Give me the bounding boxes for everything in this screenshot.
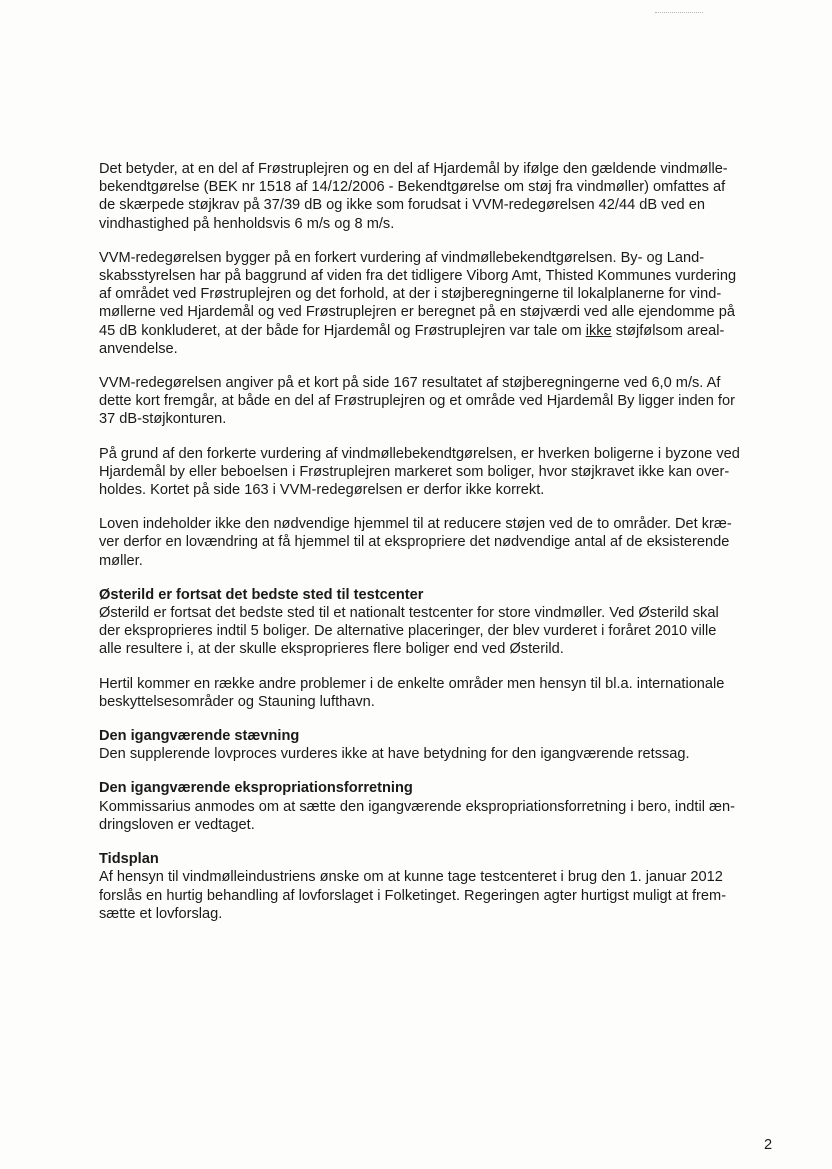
text-line: de skærpede støjkrav på 37/39 dB og ikke som forudsat i VVM-redegørelsen 42/44 dB ved en — [99, 197, 705, 214]
text-line: dette kort fremgår, at både en del af Frøstruplejren og et område ved Hjardemål By ligger inden for — [99, 393, 735, 410]
text-line: der eksproprieres indtil 5 boliger. De alternative placeringer, der blev vurderet i foråret 2010 ville — [99, 623, 717, 640]
text-line: VVM-redegørelsen angiver på et kort på side 167 resultatet af støjberegningerne ved 6,0 m/s. Af — [99, 375, 721, 392]
text-fragment: støjfølsom areal- — [611, 322, 725, 339]
paragraph-law-amendment — [99, 515, 779, 570]
text-line: bekendtgørelse (BEK nr 1518 af 14/12/2006 - Bekendtgørelse om støj fra vindmøller) omfattes af — [99, 179, 726, 196]
section-osterild — [99, 586, 779, 659]
paragraph-incorrect-map — [99, 445, 779, 500]
text-line: På grund af den forkerte vurdering af vindmøllebekendtgørelsen, er hverken boligerne i byzone ved — [99, 445, 740, 462]
text-line: vindhastighed på henholdsvis 6 m/s og 8 m/s. — [99, 215, 395, 232]
paragraph-other-problems — [99, 675, 779, 711]
text-line: møllerne ved Hjardemål og ved Frøstruplejren er beregnet på en støjværdi ved alle ejendomme på — [99, 304, 735, 321]
text-line: møller. — [99, 552, 143, 569]
paragraph-map-page-167 — [99, 374, 779, 429]
section-tidsplan — [99, 850, 779, 923]
text-line: Kommissarius anmodes om at sætte den igangværende ekspropriationsforretning i bero, indtil æn- — [99, 798, 735, 815]
page-number: 2 — [764, 1137, 773, 1153]
section-heading: Østerild er fortsat det bedste sted til testcenter — [99, 586, 424, 603]
text-line: ver derfor en lovændring at få hjemmel til at ekspropriere det nødvendige antal af de eksisterende — [99, 534, 730, 551]
text-line: Hjardemål by eller beboelsen i Frøstruplejren markeret som boliger, hvor støjkravet ikke kan over- — [99, 463, 730, 480]
text-line: forslås en hurtig behandling af lovforslaget i Folketinget. Regeringen agter hurtigst muligt at frem- — [99, 887, 727, 904]
section-heading: Tidsplan — [99, 851, 159, 868]
paragraph-noise-requirements — [99, 160, 779, 233]
text-line: anvendelse. — [99, 340, 178, 357]
scan-artifact — [655, 12, 703, 14]
text-line: dringsloven er vedtaget. — [99, 816, 255, 833]
text-line: Østerild er fortsat det bedste sted til et nationalt testcenter for store vindmøller. Ved Østerild skal — [99, 605, 719, 622]
text-line — [99, 322, 779, 340]
text-line: Det betyder, at en del af Frøstruplejren og en del af Hjardemål by ifølge den gældende vindmølle- — [99, 161, 728, 177]
section-heading: Den igangværende ekspropriationsforretning — [99, 780, 413, 797]
text-line: skabsstyrelsen har på baggrund af viden fra det tidligere Viborg Amt, Thisted Kommunes vurdering — [99, 268, 737, 285]
text-line: Loven indeholder ikke den nødvendige hjemmel til at reducere støjen ved de to områder. Det kræ- — [99, 516, 732, 533]
section-ekspropriation — [99, 779, 779, 834]
text-line: Hertil kommer en række andre problemer i de enkelte områder men hensyn til bl.a. internationale — [99, 675, 725, 692]
text-line: holdes. Kortet på side 163 i VVM-redegørelsen er derfor ikke korrekt. — [99, 482, 545, 499]
text-line: VVM-redegørelsen bygger på en forkert vurdering af vindmøllebekendtgørelsen. By- og Land- — [99, 249, 705, 266]
text-line: beskyttelsesområder og Stauning lufthavn. — [99, 693, 375, 710]
text-line: sætte et lovforslag. — [99, 905, 223, 922]
section-heading: Den igangværende stævning — [99, 728, 300, 745]
text-line: Den supplerende lovproces vurderes ikke at have betydning for den igangværende retssag. — [99, 746, 690, 763]
text-line: Af hensyn til vindmølleindustriens ønske om at kunne tage testcenteret i brug den 1. januar 2012 — [99, 869, 723, 886]
text-line: 37 dB-støjkonturen. — [99, 411, 227, 428]
section-staevning — [99, 727, 779, 763]
text-line: af området ved Frøstruplejren og det forhold, at der i støjberegningerne til lokalplanerne for vind- — [99, 286, 722, 303]
text-fragment: 45 dB konkluderet, at der både for Hjardemål og Frøstruplejren var tale om — [99, 322, 586, 339]
paragraph-vvm-assessment — [99, 249, 779, 358]
underlined-word: ikke — [585, 322, 612, 339]
document-body — [99, 160, 779, 939]
text-line: alle resultere i, at der skulle eksproprieres flere boliger end ved Østerild. — [99, 641, 564, 658]
